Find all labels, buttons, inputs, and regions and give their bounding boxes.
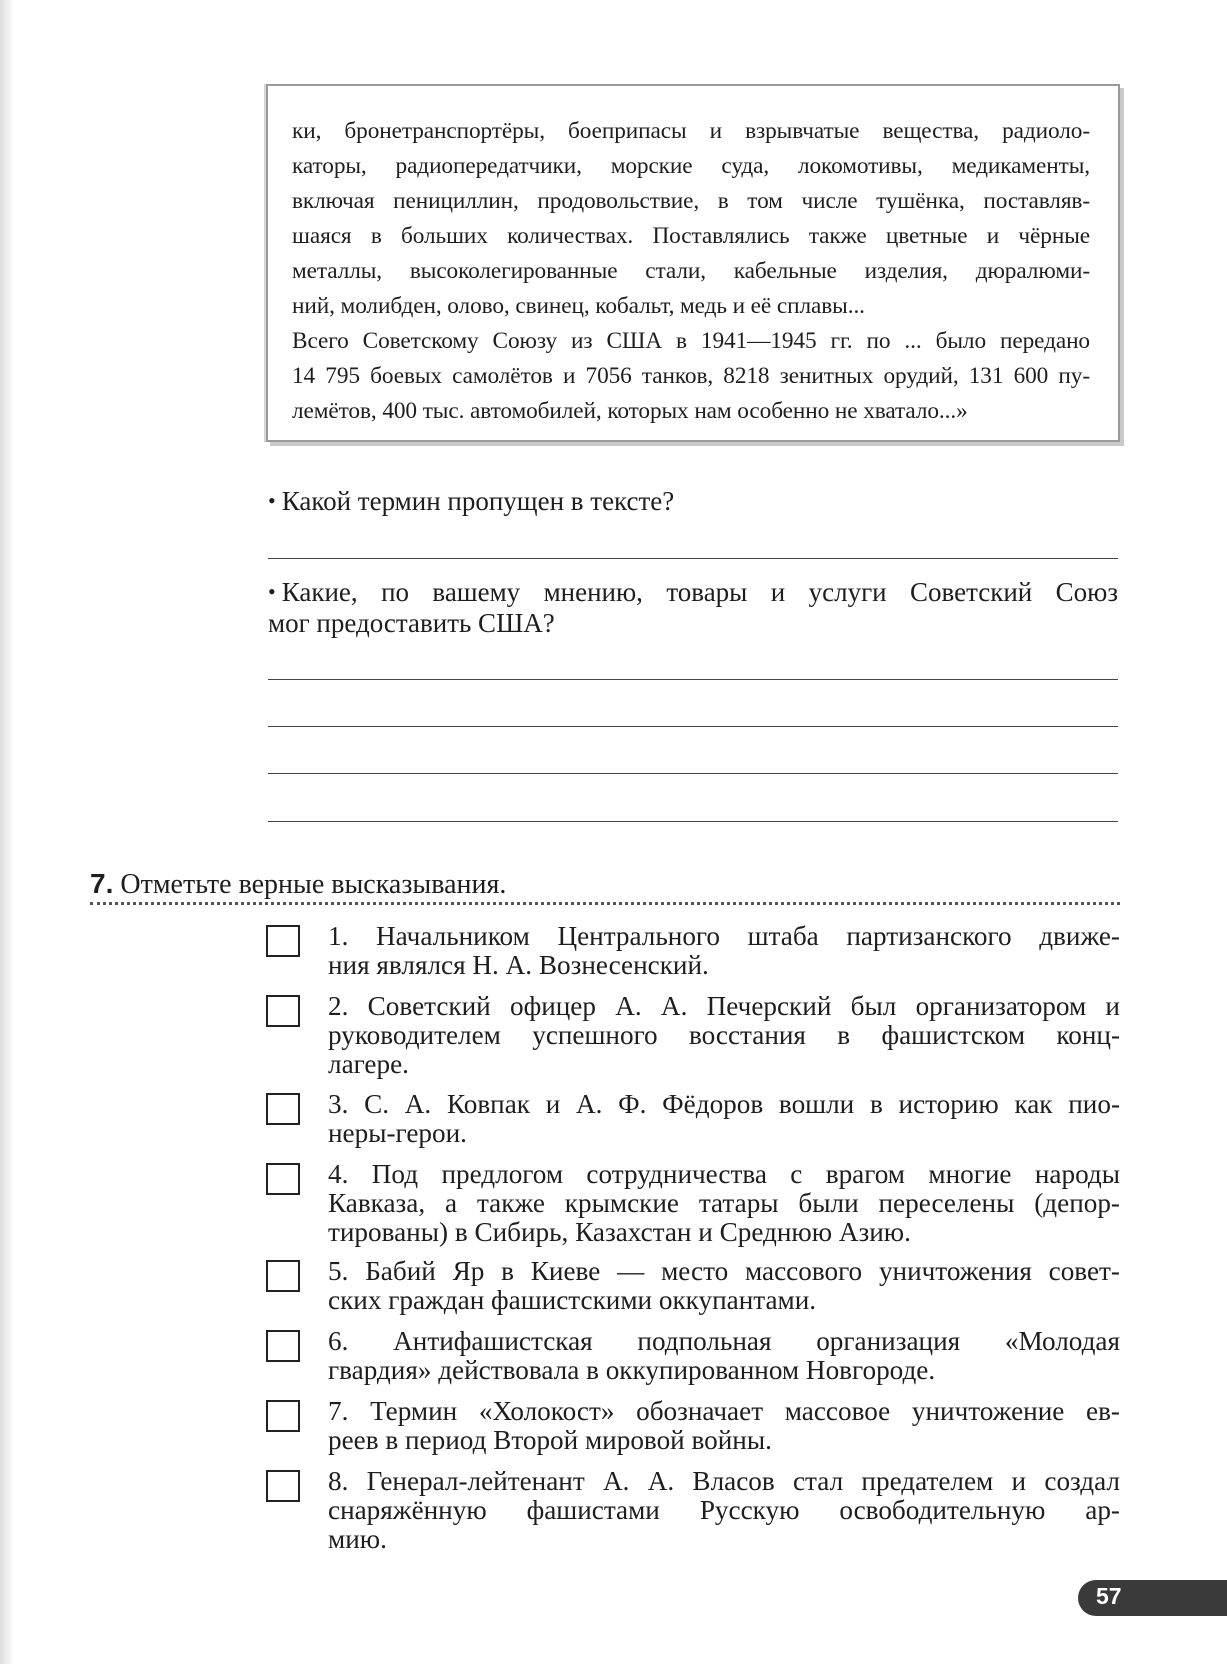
statement-checkbox[interactable]: [266, 1470, 300, 1502]
quote-line: шаяся в больших количествах. Поставлялись также цветные и чёрные: [292, 223, 1090, 249]
page-edge-shade: [0, 0, 14, 1664]
task-number: 7.: [90, 868, 114, 899]
question-soviet-goods: [268, 576, 1118, 639]
question-text: Какой термин пропущен в тексте?: [281, 486, 675, 516]
source-quote-box: [266, 84, 1120, 442]
statement-checkbox[interactable]: [266, 925, 300, 957]
statement-checkbox[interactable]: [266, 995, 300, 1027]
statement-text: 2. Советский офицер А. А. Печерский был организатором и руководителем успешного восстания в фашистском конц- лагере.: [328, 991, 1120, 1079]
statement-text: 7. Термин «Холокост» обозначает массовое уничтожение ев- реев в период Второй мировой войны.: [328, 1396, 1120, 1455]
statement-text: 8. Генерал-лейтенант А. А. Власов стал предателем и создал снаряжённую фашистами Русскую освободительную ар- мию.: [328, 1466, 1120, 1554]
quote-line: каторы, радиопередатчики, морские суда, локомотивы, медикаменты,: [292, 153, 1090, 179]
statement-checkbox[interactable]: [266, 1260, 300, 1292]
statement-text: 5. Бабий Яр в Киеве — место массового уничтожения совет- ских граждан фашистскими оккупантами.: [328, 1256, 1120, 1315]
answer-line[interactable]: [268, 558, 1118, 559]
statement-text: 3. С. А. Ковпак и А. Ф. Фёдоров вошли в историю как пио- неры-герои.: [328, 1089, 1120, 1148]
question-missing-term: [268, 485, 1118, 517]
statement-text: 4. Под предлогом сотрудничества с врагом многие народы Кавказа, а также крымские татары были переселены (депор- тированы) в Сибирь, Казахстан и Среднюю Азию.: [328, 1159, 1120, 1247]
answer-line[interactable]: [268, 679, 1118, 680]
answer-line[interactable]: [268, 773, 1118, 774]
question-text-line: • Какие, по вашему мнению, товары и услуги Советский Союз: [268, 577, 1118, 607]
answer-line[interactable]: [268, 726, 1118, 727]
quote-line: включая пенициллин, продовольствие, в том числе тушёнка, поставляв-: [292, 188, 1090, 214]
page-number-tab: [1078, 1580, 1227, 1616]
statement-text: 1. Начальником Центрального штаба партизанского движе- ния являлся Н. А. Вознесенский.: [328, 921, 1120, 980]
quote-line: металлы, высоколегированные стали, кабельные изделия, дюралюми-: [292, 258, 1090, 284]
answer-line[interactable]: [268, 821, 1118, 822]
page-number: 57: [1096, 1583, 1122, 1609]
quote-line: лемётов, 400 тыс. автомобилей, которых нам особенно не хватало...»: [292, 398, 968, 424]
quote-line: ки, бронетранспортёры, боеприпасы и взрывчатые вещества, радиоло-: [292, 118, 1090, 144]
quote-line: 14 795 боевых самолётов и 7056 танков, 8218 зенитных орудий, 131 600 пу-: [292, 363, 1090, 389]
dotted-divider: [90, 902, 1120, 905]
statement-checkbox[interactable]: [266, 1163, 300, 1195]
statement-checkbox[interactable]: [266, 1330, 300, 1362]
statement-checkbox[interactable]: [266, 1400, 300, 1432]
statement-text: 6. Антифашистская подпольная организация «Молодая гвардия» действовала в оккупированном Новгороде.: [328, 1326, 1120, 1385]
quote-line: ний, молибден, олово, свинец, кобальт, медь и её сплавы...: [292, 293, 865, 319]
bullet-icon: •: [268, 488, 276, 513]
task-title: Отметьте верные высказывания.: [120, 869, 507, 900]
task-7-heading: [90, 868, 506, 901]
question-text-line: мог предоставить США?: [268, 608, 555, 638]
bullet-icon: •: [268, 579, 276, 604]
statement-checkbox[interactable]: [266, 1093, 300, 1125]
quote-line: Всего Советскому Союзу из США в 1941—1945 гг. по ... было передано: [292, 328, 1090, 354]
